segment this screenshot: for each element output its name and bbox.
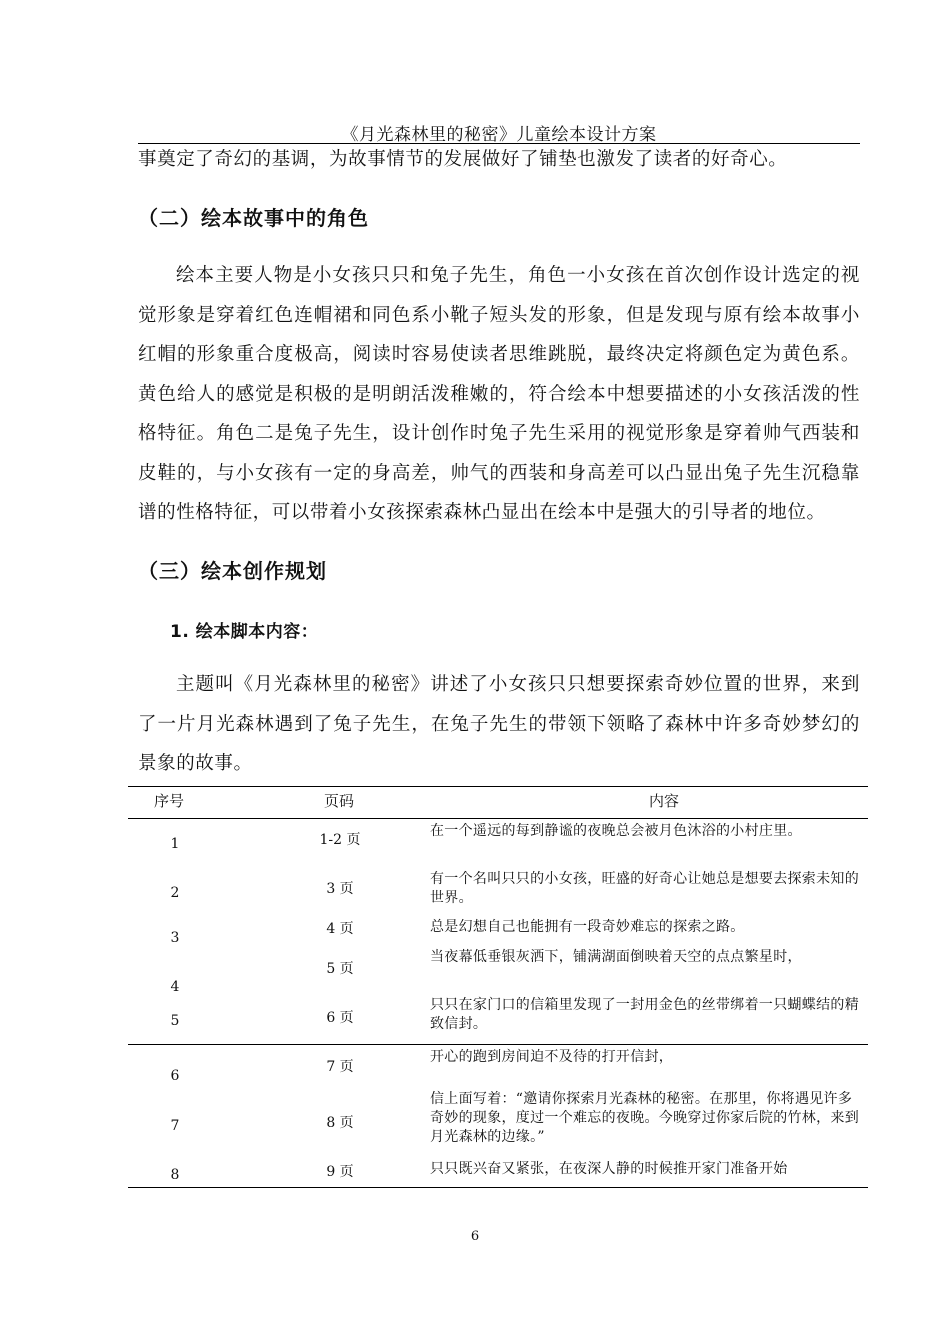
table-cell-page: 8 页 xyxy=(326,1115,354,1131)
table-cell-num: 2 xyxy=(170,885,180,901)
table-cell-num: 8 xyxy=(170,1167,180,1183)
table-cell-content: 总是幻想自己也能拥有一段奇妙难忘的探索之路。 xyxy=(430,919,745,935)
characters-paragraph: 绘本主要人物是小女孩只只和兔子先生，角色一小女孩在首次创作设计选定的视觉形象是穿着红色连帽裙和同色系小靴子短头发的形象，但是发现与原有绘本故事小红帽的形象重合度极高，阅读时容易使读者思维跳脱，最终决定将颜色定为黄色系。黄色给人的感觉是积极的是明朗活泼稚嫩的，符合绘本中想要描述的小女孩活泼的性格特征。角色二是兔子先生，设计创作时兔子先生采用的视觉形象是穿着帅气西装和皮鞋的，与小女孩有一定的身高差，帅气的西装和身高差可以凸显出兔子先生沉稳靠谱的性格特征，可以带着小女孩探索森林凸显出在绘本中是强大的引导者的地位。 xyxy=(138,265,860,523)
table-cell-num: 3 xyxy=(170,930,180,946)
table-cell-page: 3 页 xyxy=(326,881,354,897)
table-header-num: 序号 xyxy=(154,792,185,810)
table-header-page: 页码 xyxy=(324,792,355,810)
table-cell-page: 1-2 页 xyxy=(319,832,361,848)
table-header-content: 内容 xyxy=(649,792,680,810)
table-cell-page: 9 页 xyxy=(326,1164,354,1180)
table-cell-content: 只只既兴奋又紧张，在夜深人静的时候推开家门准备开始 xyxy=(430,1161,788,1177)
table-cell-num: 6 xyxy=(170,1068,180,1084)
table-header-rule xyxy=(128,818,868,819)
table-cell-num: 4 xyxy=(170,979,180,995)
table-cell-content: 只只在家门口的信箱里发现了一封用金色的丝带绑着一只蝴蝶结的精致信封。 xyxy=(430,997,859,1032)
table-cell-content: 在一个遥远的每到静谧的夜晚总会被月色沐浴的小村庄里。 xyxy=(430,823,802,839)
running-header: 《月光森林里的秘密》儿童绘本设计方案 xyxy=(341,125,657,145)
table-cell-content: 开心的跑到房间迫不及待的打开信封， xyxy=(430,1049,674,1065)
table-cell-page: 6 页 xyxy=(326,1010,354,1026)
table-cell-num: 7 xyxy=(170,1118,180,1134)
table-cell-content: 当夜幕低垂银灰洒下，铺满湖面倒映着天空的点点繁星时， xyxy=(430,949,802,965)
script-paragraph: 主题叫《月光森林里的秘密》讲述了小女孩只只想要探索奇妙位置的世界，来到了一片月光森林遇到了兔子先生，在兔子先生的带领下领略了森林中许多奇妙梦幻的景象的故事。 xyxy=(138,674,860,774)
intro-continuation: 事奠定了奇幻的基调，为故事情节的发展做好了铺垫也激发了读者的好奇心。 xyxy=(138,149,788,170)
table-cell-num: 5 xyxy=(170,1013,180,1029)
table-cell-page: 4 页 xyxy=(326,921,354,937)
table-cell-content: 信上面写着：“邀请你探索月光森林的秘密。在那里，你将遇见许多奇妙的现象，度过一个难忘的夜晚。今晚穿过你家后院的竹林，来到月光森林的边缘。” xyxy=(430,1091,859,1145)
table-bottom-rule xyxy=(128,1187,868,1188)
table-top-rule xyxy=(128,786,868,787)
section-heading-characters: （二）绘本故事中的角色 xyxy=(138,206,369,230)
section-heading-planning: （三）绘本创作规划 xyxy=(138,559,327,583)
page-number: 6 xyxy=(470,1229,480,1244)
table-mid-rule xyxy=(128,1044,868,1045)
table-cell-content: 有一个名叫只只的小女孩，旺盛的好奇心让她总是想要去探索未知的世界。 xyxy=(430,871,859,906)
subheading-script: 1. 绘本脚本内容： xyxy=(170,622,319,642)
table-cell-page: 7 页 xyxy=(326,1059,354,1075)
table-cell-num: 1 xyxy=(170,836,180,852)
table-cell-page: 5 页 xyxy=(326,961,354,977)
